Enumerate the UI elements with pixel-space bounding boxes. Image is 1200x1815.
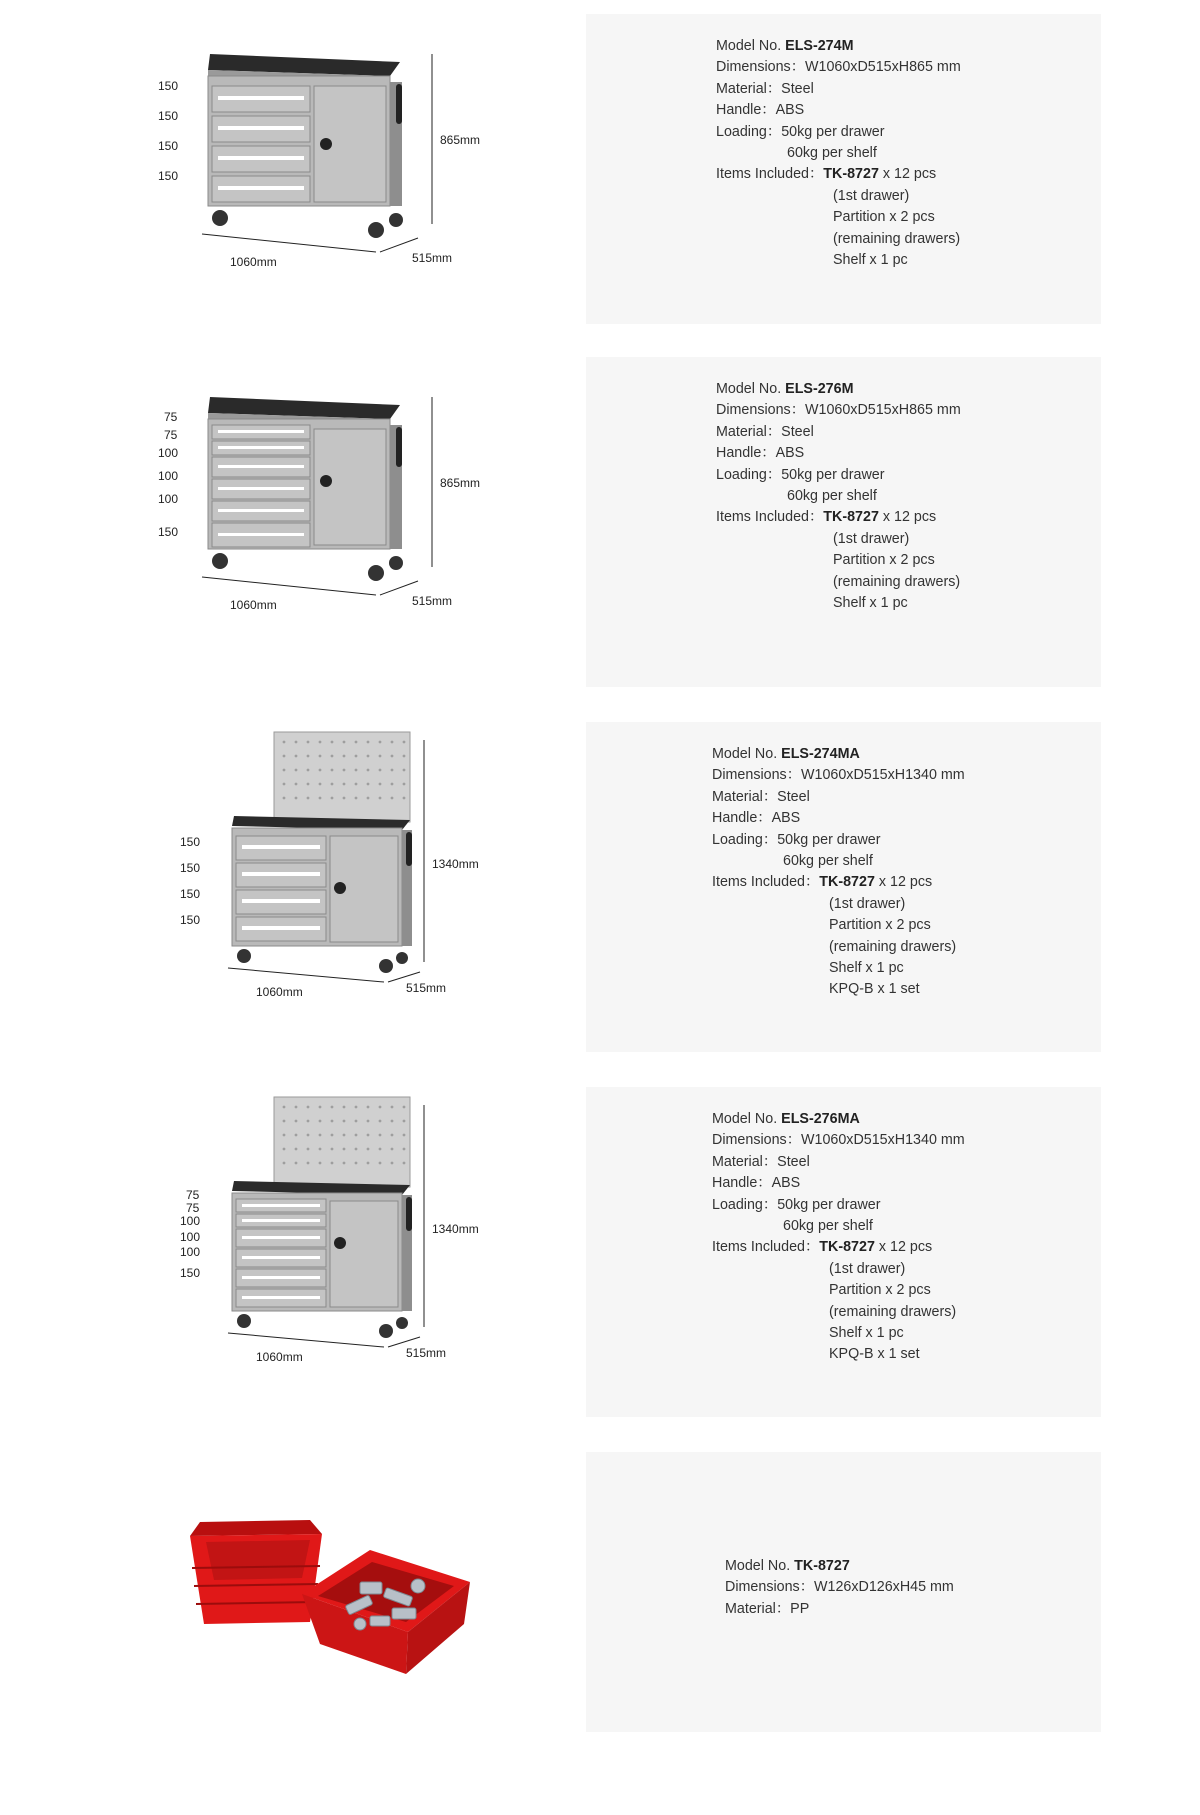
- width-dimension: 1060mm: [256, 985, 303, 999]
- model-label: Model No.: [725, 1558, 791, 1574]
- model-label: Model No.: [712, 1111, 778, 1127]
- model-label: Model No.: [716, 38, 782, 54]
- handle-label: Handle：: [712, 1175, 772, 1192]
- material-label: Material：: [716, 423, 782, 440]
- loading-value: 50kg per drawer: [777, 831, 881, 848]
- material-label: Material：: [725, 1600, 791, 1617]
- items-label: Items Included：: [712, 874, 820, 891]
- drawer-height-label: 150: [180, 861, 201, 875]
- height-dimension: 1340mm: [432, 857, 479, 871]
- model-number: ELS-276MA: [781, 1111, 860, 1127]
- drawer-height-label: 150: [158, 79, 179, 93]
- drawer-height-label: 150: [180, 887, 201, 901]
- drawer-height-label: 150: [180, 835, 201, 849]
- height-dimension: 865mm: [440, 476, 481, 490]
- cabinet-illustration: [150, 34, 570, 294]
- drawer-height-label: 150: [158, 525, 179, 539]
- material-label: Material：: [712, 1153, 778, 1170]
- items-line: KPQ-B x 1 set: [829, 1346, 920, 1363]
- handle-value: ABS: [771, 1175, 801, 1192]
- depth-dimension: 515mm: [406, 1346, 447, 1360]
- loading-value: 60kg per shelf: [783, 852, 873, 869]
- cabinet-illustration: [150, 1095, 570, 1365]
- loading-value: 60kg per shelf: [787, 487, 877, 504]
- loading-label: Loading：: [712, 1196, 778, 1213]
- stacked-bins-image: [190, 1520, 322, 1624]
- model-number: ELS-274MA: [781, 746, 860, 762]
- spec-panel: [586, 357, 1101, 687]
- height-dimension: 1340mm: [432, 1222, 479, 1236]
- drawer-height-label: 100: [180, 1230, 201, 1244]
- loading-label: Loading：: [716, 123, 782, 140]
- items-line: KPQ-B x 1 set: [829, 981, 920, 998]
- drawer-height-label: 75: [186, 1201, 200, 1215]
- depth-dimension: 515mm: [406, 981, 447, 995]
- loading-value: 50kg per drawer: [781, 466, 885, 483]
- items-line: (1st drawer): [829, 1260, 906, 1277]
- dimensions-label: Dimensions：: [712, 1132, 801, 1149]
- dimensions-value: W1060xD515xH865 mm: [805, 59, 961, 76]
- items-label: Items Included：: [716, 509, 824, 526]
- items-line: Partition x 2 pcs: [833, 552, 935, 569]
- loading-label: Loading：: [716, 466, 782, 483]
- items-line: (remaining drawers): [829, 938, 957, 955]
- drawer-height-label: 150: [180, 913, 201, 927]
- height-dimension: 865mm: [440, 133, 481, 147]
- product-row-2: [0, 357, 1200, 687]
- dimensions-label: Dimensions：: [712, 767, 801, 784]
- product-row-4: [0, 1087, 1200, 1417]
- loading-value: 50kg per drawer: [777, 1196, 881, 1213]
- items-line: (remaining drawers): [833, 573, 961, 590]
- handle-value: ABS: [775, 102, 805, 119]
- items-qty: x 12 pcs: [878, 166, 937, 183]
- loading-value: 50kg per drawer: [781, 123, 885, 140]
- drawer-height-label: 150: [158, 109, 179, 123]
- items-label: Items Included：: [716, 166, 824, 183]
- items-line: Shelf x 1 pc: [833, 251, 908, 268]
- items-qty: x 12 pcs: [874, 1239, 933, 1256]
- drawer-height-label: 100: [180, 1214, 201, 1228]
- items-line: (1st drawer): [833, 530, 910, 547]
- material-label: Material：: [712, 788, 778, 805]
- dimensions-value: W1060xD515xH865 mm: [805, 402, 961, 419]
- drawer-height-label: 150: [158, 169, 179, 183]
- model-number: ELS-276M: [785, 381, 854, 397]
- model-label: Model No.: [716, 381, 782, 397]
- dimensions-value: W1060xD515xH1340 mm: [801, 767, 965, 784]
- bin-with-bolts-image: [302, 1550, 470, 1674]
- items-code: TK-8727: [819, 1239, 875, 1256]
- spec-panel: [586, 1087, 1101, 1417]
- items-label: Items Included：: [712, 1239, 820, 1256]
- model-number: TK-8727: [794, 1558, 850, 1574]
- spec-list: [712, 1109, 965, 1366]
- items-line: Partition x 2 pcs: [833, 209, 935, 226]
- product-row-3: [0, 722, 1200, 1052]
- items-qty: x 12 pcs: [878, 509, 937, 526]
- items-code: TK-8727: [823, 166, 879, 183]
- drawer-height-label: 75: [164, 410, 178, 424]
- material-value: Steel: [777, 788, 810, 805]
- dimensions-value: W126xD126xH45 mm: [814, 1579, 954, 1596]
- width-dimension: 1060mm: [256, 1350, 303, 1364]
- items-qty: x 12 pcs: [874, 874, 933, 891]
- items-code: TK-8727: [819, 874, 875, 891]
- dimensions-value: W1060xD515xH1340 mm: [801, 1132, 965, 1149]
- spec-panel: [586, 1452, 1101, 1732]
- width-dimension: 1060mm: [230, 255, 277, 269]
- loading-label: Loading：: [712, 831, 778, 848]
- product-row-1: [0, 14, 1200, 324]
- cabinet-illustration: [150, 377, 570, 637]
- loading-value: 60kg per shelf: [783, 1217, 873, 1234]
- items-line: (1st drawer): [833, 187, 910, 204]
- handle-label: Handle：: [716, 102, 776, 119]
- spec-panel: [586, 722, 1101, 1052]
- spec-list: [716, 379, 961, 614]
- spec-panel: [586, 14, 1101, 324]
- material-value: Steel: [781, 80, 814, 97]
- material-value: PP: [790, 1600, 810, 1617]
- items-line: (remaining drawers): [833, 230, 961, 247]
- width-dimension: 1060mm: [230, 598, 277, 612]
- items-code: TK-8727: [823, 509, 879, 526]
- items-line: Partition x 2 pcs: [829, 1282, 931, 1299]
- loading-value: 60kg per shelf: [787, 144, 877, 161]
- spec-list: [725, 1556, 954, 1620]
- product-row-5: [0, 1452, 1200, 1732]
- model-label: Model No.: [712, 746, 778, 762]
- items-line: Shelf x 1 pc: [829, 959, 904, 976]
- drawer-height-label: 150: [180, 1266, 201, 1280]
- bin-illustration: [170, 1512, 490, 1692]
- handle-value: ABS: [775, 445, 805, 462]
- dimensions-label: Dimensions：: [716, 59, 805, 76]
- dimensions-label: Dimensions：: [716, 402, 805, 419]
- drawer-height-label: 150: [158, 139, 179, 153]
- spec-list: [716, 36, 961, 271]
- material-value: Steel: [777, 1153, 810, 1170]
- spec-list: [712, 744, 965, 1001]
- items-line: (1st drawer): [829, 895, 906, 912]
- model-number: ELS-274M: [785, 38, 854, 54]
- handle-value: ABS: [771, 810, 801, 827]
- items-line: Shelf x 1 pc: [833, 594, 908, 611]
- items-line: Partition x 2 pcs: [829, 917, 931, 934]
- handle-label: Handle：: [716, 445, 776, 462]
- items-line: Shelf x 1 pc: [829, 1324, 904, 1341]
- drawer-height-label: 100: [180, 1245, 201, 1259]
- depth-dimension: 515mm: [412, 251, 453, 265]
- items-line: (remaining drawers): [829, 1303, 957, 1320]
- cabinet-illustration: [150, 730, 570, 1000]
- dimensions-label: Dimensions：: [725, 1579, 814, 1596]
- drawer-height-label: 75: [186, 1188, 200, 1202]
- handle-label: Handle：: [712, 810, 772, 827]
- material-label: Material：: [716, 80, 782, 97]
- material-value: Steel: [781, 423, 814, 440]
- drawer-height-label: 75: [164, 428, 178, 442]
- drawer-height-label: 100: [158, 469, 179, 483]
- depth-dimension: 515mm: [412, 594, 453, 608]
- drawer-height-label: 100: [158, 446, 179, 460]
- drawer-height-label: 100: [158, 492, 179, 506]
